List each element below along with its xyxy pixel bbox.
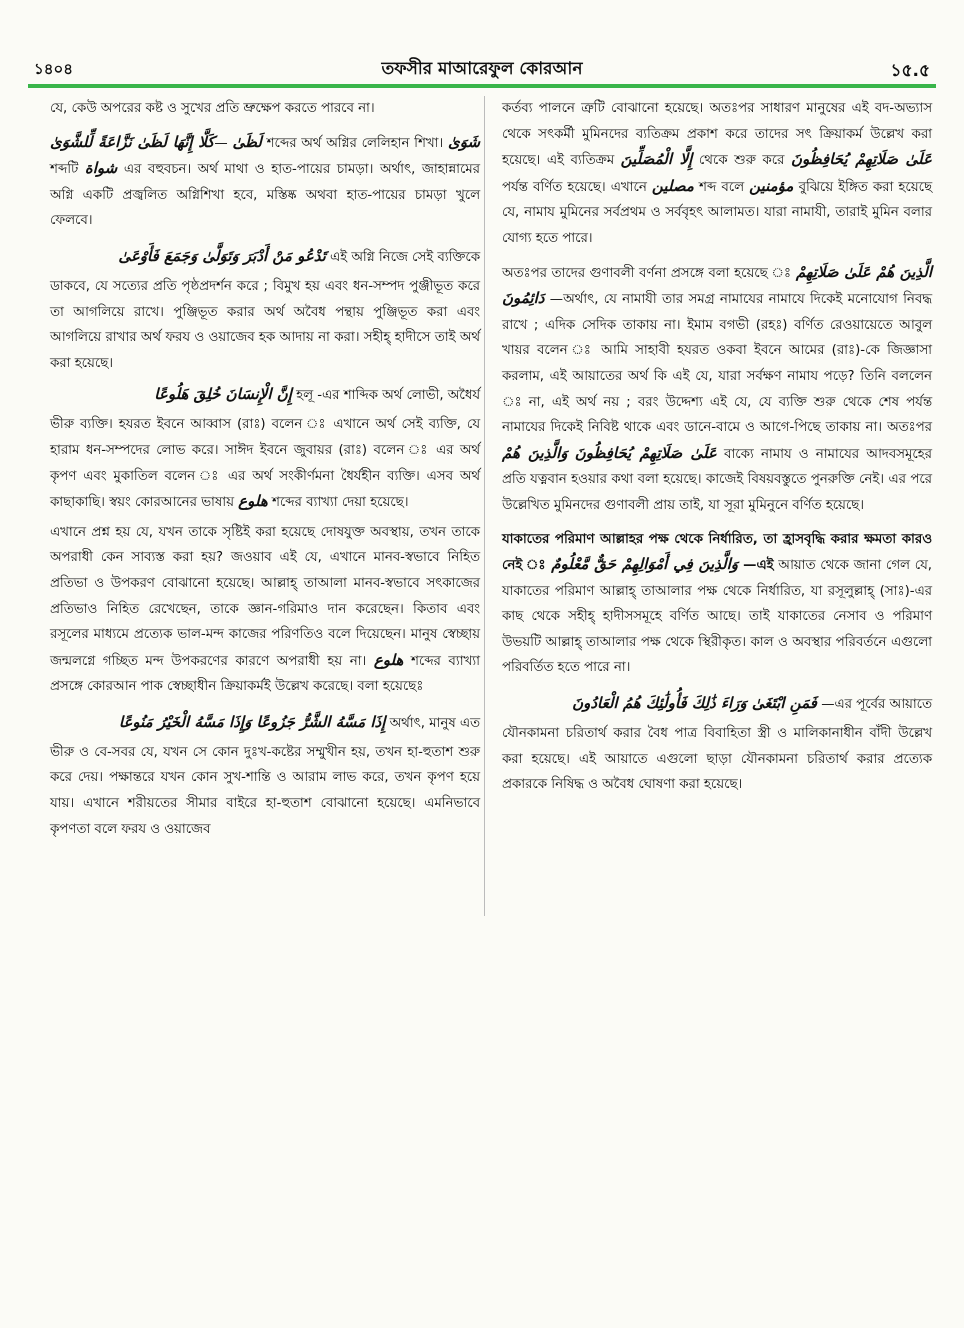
paragraph	[502, 96, 932, 252]
arabic-verse: عَلَىٰ صَلَاتِهِمْ يُحَافِظُونَ	[790, 150, 932, 169]
text: অতঃপর তাদের গুণাবলী বর্ণনা প্রসঙ্গে বলা হয়েছে ঃ	[502, 265, 796, 281]
text: এখানে প্রশ্ন হয় যে, যখন তাকে সৃষ্টিই করা হয়েছে দোষযুক্ত অবস্থায়, তখন তাকে অপরাধী কেন সাব্যস্ত করা হয়? জওয়াব এই যে, এখানে মানব-স্বভাবে নিহিত প্রতিভা ও উপকরণ বোঝানো হয়েছে। আল্লাহ্ তাআলা মানব-স্বভাবে সৎকাজের প্রতিভাও নিহিত রেখেছেন, তাকে জ্ঞান-গরিমাও দান করেছেন। কিতাব এবং রসূলের মাধ্যমে প্রত্যেক ভাল-মন্দ কাজের পরিণতিও বলে দিয়েছেন। মানুষ স্বেচ্ছায় জন্মলগ্নে গচ্ছিত মন্দ উপকরণের কারণে অপরাধী হয় না।	[50, 524, 480, 669]
text: অর্থাৎ, মানুষ এত	[385, 715, 480, 731]
page-number-left: ১৪০৪	[34, 60, 73, 78]
left-column	[50, 96, 480, 850]
paragraph	[502, 689, 932, 798]
arabic-word: مصلين	[651, 176, 694, 195]
text: যে, কেউ অপরের কষ্ট ও সুখের প্রতি ভ্রুক্ষেপ করতে পারবে না।	[50, 101, 375, 116]
text: —	[214, 135, 233, 151]
text: যাকাতের পরিমাণ আল্লাহর পক্ষ থেকে নির্ধারিত, তা হ্রাসবৃদ্ধি করার ক্ষমতা কারও নেই ঃ	[502, 531, 932, 574]
arabic-word: هلوع	[373, 650, 404, 669]
text: হলূ	[291, 388, 314, 404]
text: ভীরু ও বে-সবর যে, যখন সে কোন দুঃখ-কষ্টের সম্মুখীন হয়, তখন হা-হুতাশ শুরু করে দেয়। পক্ষান্তরে যখন কোন সুখ-শান্তি ও আরাম লাভ করে, তখন কৃপণ হয়ে যায়। এখানে শরীয়তের সীমার বাইরে হা-হুতাশ বোঝানো হয়েছে। এমনিভাবে কৃপণতা বলে ফরয ও ওয়াজেব	[50, 744, 480, 837]
text: —এর পূর্বের আয়াতে	[816, 697, 932, 713]
arabic-verse: كَلَّا إِنَّهَا لَظَىٰ نَزَّاعَةً لِّلشَّوَىٰ	[50, 132, 215, 151]
header-rule	[28, 84, 936, 88]
text: শব্দ বলে	[693, 179, 750, 195]
text: আয়াত থেকে জানা গেল যে, যাকাতের পরিমাণ আল্লাহ্ তাআলার পক্ষ থেকে নির্ধারিত, যা রসূলুল্লাহ্ (সাঃ)-এর কাছ থেকে সহীহ্ হাদীসসমূহে বর্ণিত আছে। তাই যাকাতের নেসাব ও পরিমাণ উভয়টি আল্লাহ্ তাআলার পক্ষ থেকে স্থিরীকৃত। কাল ও অবস্থার পরিবর্তনে এগুলো পরিবর্তিত হতে পারে না।	[502, 558, 932, 676]
text: —এই	[738, 558, 774, 574]
text: বাক্যে নামায ও নামাযের আদবসমূহের প্রতি যত্নবান হওয়ার কথা বলা হয়েছে। কাজেই বিষয়বস্তুতে পুনরুক্তি নেই। এর পরে উল্লেখিত মুমিনদের গুণাবলী প্রায় তাই, যা সূরা মুমিনুনে বর্ণিত হয়েছে।	[502, 446, 932, 513]
arabic-verse: وَالَّذِينَ فِي أَمْوَالِهِمْ حَقٌّ مَّعْلُومٌ	[551, 555, 738, 574]
paragraph	[502, 527, 932, 682]
arabic-verse-line	[502, 689, 932, 719]
arabic-verse: وَالَّذِينَ هُمْ	[502, 443, 568, 462]
arabic-verse: عَلَىٰ صَلَاتِهِمْ يُحَافِظُونَ	[574, 443, 717, 462]
arabic-word: مؤمنين	[749, 176, 794, 195]
paragraph	[50, 242, 480, 376]
text: থেকে শুরু করে	[692, 153, 791, 169]
arabic-word: لَظَىٰ	[232, 132, 262, 151]
text: শব্দের অর্থ অগ্নির লেলিহান শিখা।	[261, 135, 448, 151]
arabic-verse: فَمَنِ ابْتَغَىٰ وَرَاءَ ذَٰلِكَ فَأُولَٰئِكَ هُمُ الْعَادُونَ	[572, 694, 817, 713]
paragraph	[502, 260, 932, 519]
arabic-verse-line	[50, 380, 480, 410]
text: শব্দটি	[50, 162, 85, 178]
arabic-verse-line	[50, 708, 480, 738]
paragraph	[50, 130, 480, 234]
arabic-word: هلوع	[238, 492, 268, 511]
text: ভীরু ব্যক্তি। হযরত ইবনে আব্বাস (রাঃ) বলেন ঃ এখানে অর্থ সেই ব্যক্তি, যে হারাম ধন-সম্পদের লোভ করে। সাঈদ ইবনে জুবায়র (রাঃ) বলেন ঃ এর অর্থ কৃপণ এবং মুকাতিল বলেন ঃ এর অর্থ সংকীর্ণমনা ধৈর্যহীন ব্যক্তি। এসব অর্থ কাছাকাছি। স্বয়ং কোরআনের ভাষায়	[50, 417, 480, 511]
text: এই অগ্নি নিজে সেই ব্যক্তিকে	[325, 249, 480, 265]
arabic-verse: إِلَّا الْمُصَلِّينَ	[620, 150, 693, 169]
text: কর্তব্য পালনে ত্রুটি বোঝানো হয়েছে। অতঃপর সাধারণ মানুষের এই বদ-অভ্যাস থেকে সৎকর্মী মুমিনদের ব্যতিক্রম প্রকাশ করে তাদের সৎ ক্রিয়াকর্ম উল্লেখ করা হয়েছে। এই ব্যতিক্রম	[502, 101, 932, 169]
column-divider	[484, 96, 485, 916]
right-column	[502, 96, 932, 806]
arabic-word: شَوَىٰ	[447, 132, 481, 151]
text: বুঝিয়ে ইঙ্গিত করা হয়েছে যে, নামায মুমিনের সর্বপ্রথম ও সর্ববৃহৎ আলামত। যারা নামাযী, তারাই মুমিন বলার যোগ্য হতে পারে।	[502, 179, 932, 246]
page-number-right: ১৫.৫	[890, 61, 930, 81]
arabic-verse-line	[50, 242, 480, 272]
text: শব্দের ব্যাখ্যা দেয়া হয়েছে।	[267, 495, 409, 511]
text: ডাকবে, যে সত্যের প্রতি পৃষ্ঠপ্রদর্শন করে ; বিমুখ হয় এবং ধন-সম্পদ পুঞ্জীভূত করে তা আগলিয়ে রাখে। পুঞ্জিভূত করার অর্থ অবৈধ পন্থায় পুঞ্জিভূত করা এবং আগলিয়ে রাখার অর্থ ফরয ও ওয়াজেব হক আদায় না করা। সহীহ্ হাদীসে তাই অর্থ করা হয়েছে।	[50, 278, 480, 371]
text: যৌনকামনা চরিতার্থ করার বৈধ পাত্র বিবাহিতা স্ত্রী ও মালিকানাধীন বাঁদী উল্লেখ করা হয়েছে। এই আয়াতে এগুলো ছাড়া যৌনকামনা চরিতার্থ করার প্রত্যেক প্রকারকে নিষিদ্ধ ও অবৈধ ঘোষণা করা হয়েছে।	[502, 726, 932, 793]
arabic-verse: إِنَّ الْإِنسَانَ خُلِقَ هَلُوعًا	[154, 385, 292, 404]
text: পর্যন্ত বর্ণিত হয়েছে। এখানে	[502, 179, 652, 195]
page-header	[28, 52, 936, 82]
paragraph	[50, 96, 480, 122]
arabic-verse: الَّذِينَ هُمْ عَلَىٰ صَلَاتِهِمْ دَائِمُونَ	[502, 262, 932, 308]
arabic-verse: إِذَا مَسَّهُ الشَّرُّ جَزُوعًا وَإِذَا مَسَّهُ الْخَيْرُ مَنُوعًا	[118, 712, 386, 731]
paragraph	[50, 380, 480, 515]
paragraph	[50, 708, 480, 842]
arabic-word: شواة	[84, 159, 118, 178]
running-title: তফসীর মাআরেফুল কোরআন	[381, 59, 583, 79]
text: —অর্থাৎ, যে নামাযী তার সমগ্র নামাযের নামাযে দিকেই মনোযোগ নিবদ্ধ রাখে ; এদিক সেদিক তাকায় না। ইমাম বগভী (রহঃ) বর্ণিত রেওয়ায়েতে আবুল খায়র বলেন ঃ আমি সাহাবী হযরত ওকবা ইবনে আমের (রাঃ)-কে জিজ্ঞাসা করলাম, এই আয়াতের অর্থ কি এই যে, যারা সর্বক্ষণ নামায পড়ে? তিনি বললেন ঃ না, এই অর্থ নয় ; বরং উদ্দেশ্য এই যে, যে ব্যক্তি শুরু থেকে শেষ পর্যন্ত নামাযের দিকেই নিবিষ্ট থাকে এবং ডানে-বামে ও আগে-পিছে তাকায় না। অতঃপর	[502, 292, 932, 436]
text: -এর শাব্দিক অর্থ লোভী, অধৈর্য	[313, 388, 480, 404]
text: এর বহুবচন। অর্থ মাথা ও হাত-পায়ের চামড়া। অর্থাৎ, জাহান্নামের অগ্নি একটি প্রজ্বলিত অগ্নিশিখা হবে, মস্তিষ্ক অথবা হাত-পায়ের চামড়া খুলে ফেলবে।	[50, 162, 481, 229]
text: শব্দের ব্যাখ্যা প্রসঙ্গে কোরআন পাক স্বেচ্ছাধীন ক্রিয়াকর্মই উল্লেখ করেছে। বলা হয়েছেঃ	[50, 653, 480, 695]
arabic-verse: تَدْعُو مَنْ أَدْبَرَ وَتَوَلَّىٰ وَجَمَعَ فَأَوْعَىٰ	[118, 246, 326, 265]
paragraph	[50, 520, 480, 700]
